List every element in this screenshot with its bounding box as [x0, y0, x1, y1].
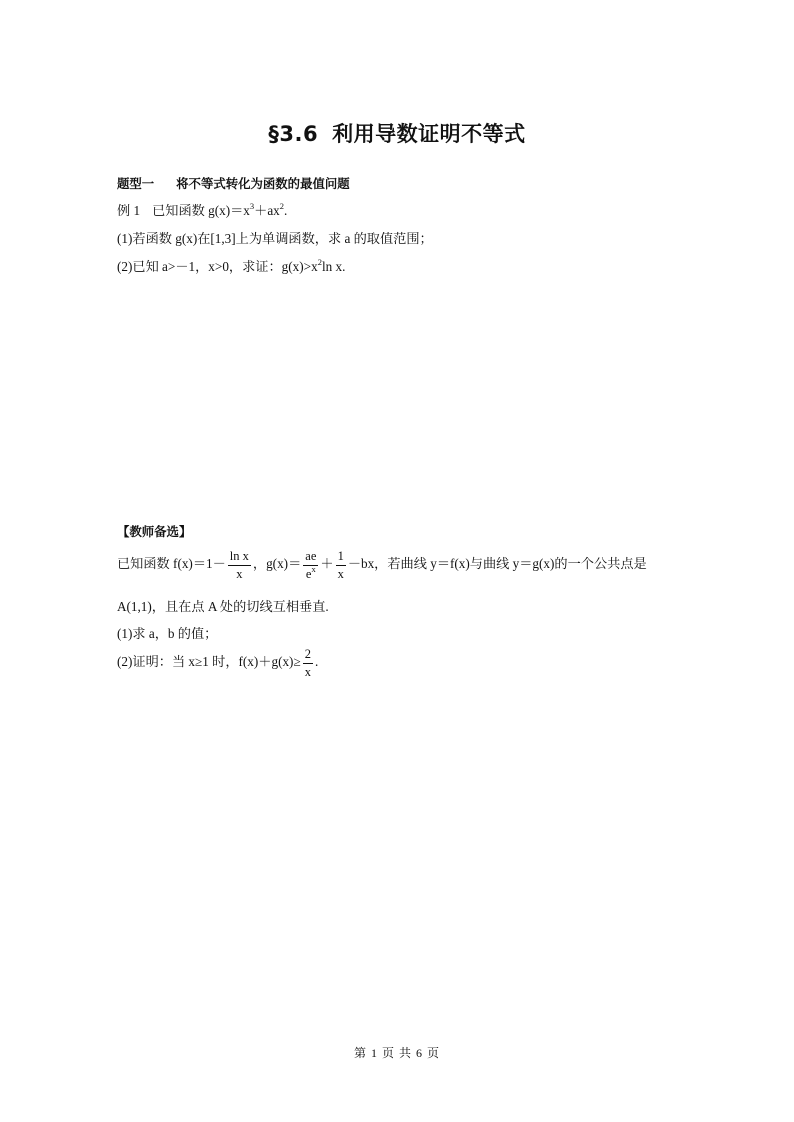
fraction-numerator: 1	[336, 550, 346, 566]
fraction-denominator: x	[337, 566, 344, 581]
fraction-denominator	[303, 563, 318, 581]
footer-text: 第	[353, 1046, 367, 1060]
fraction-numerator: ln x	[228, 550, 251, 566]
example1-statement	[117, 200, 287, 219]
example1-question-2	[117, 256, 345, 275]
question-text: ln x.	[321, 259, 346, 274]
type1-label: 题型一	[117, 176, 155, 191]
fraction	[303, 648, 313, 678]
exponent: 3	[249, 201, 255, 211]
page-footer	[0, 1044, 794, 1061]
teacher-question-1: (1)求 a，b 的值；	[117, 626, 218, 641]
fraction-numerator: ae	[303, 550, 318, 566]
teacher-question-2	[117, 648, 318, 678]
example1-question-1: (1)若函数 g(x)在[1,3]上为单调函数，求 a 的取值范围；	[117, 231, 433, 246]
denominator-base: e	[305, 566, 312, 581]
question-text: (2)已知 a>－1，x>0，求证：g(x)>x	[117, 259, 318, 274]
total-page-count: 6	[416, 1046, 424, 1060]
fraction-numerator: 2	[303, 648, 313, 664]
problem-text: ，g(x)＝	[252, 556, 302, 572]
problem-text: ＋	[320, 556, 334, 572]
example1-text: .	[284, 203, 288, 218]
footer-text: 共	[399, 1046, 413, 1060]
fraction-denominator: x	[304, 664, 311, 679]
teacher-problem-line-2: A(1,1)，且在点 A 处的切线互相垂直.	[117, 599, 329, 614]
type1-text: 将不等式转化为函数的最值问题	[176, 176, 350, 191]
current-page-number: 1	[370, 1046, 378, 1060]
footer-text: 页	[381, 1046, 395, 1060]
title-text: 利用导数证明不等式	[332, 122, 526, 146]
teacher-section-heading: 【教师备选】	[117, 524, 192, 539]
section-number: §3.6	[268, 122, 319, 146]
fraction	[228, 550, 251, 580]
example1-label: 例 1	[117, 203, 141, 218]
example1-text: 已知函数 g(x)＝x	[152, 203, 250, 218]
fraction-denominator: x	[236, 566, 243, 581]
problem-text: －bx，若曲线 y＝f(x)与曲线 y＝g(x)的一个公共点是	[347, 556, 647, 572]
question-text: .	[314, 654, 319, 670]
exponent: 2	[317, 257, 322, 267]
fraction	[303, 550, 318, 580]
question-text: (2)证明：当 x≥1 时，f(x)＋g(x)≥	[117, 654, 301, 670]
fraction	[336, 550, 346, 580]
exponent: 2	[279, 201, 285, 211]
footer-text: 页	[427, 1046, 441, 1060]
type1-heading	[117, 174, 350, 192]
problem-text: 已知函数 f(x)＝1－	[117, 556, 226, 572]
page-title	[0, 118, 794, 148]
example1-text: ＋ax	[254, 203, 280, 218]
teacher-problem-line-1	[117, 550, 647, 580]
exponent: x	[311, 563, 316, 574]
